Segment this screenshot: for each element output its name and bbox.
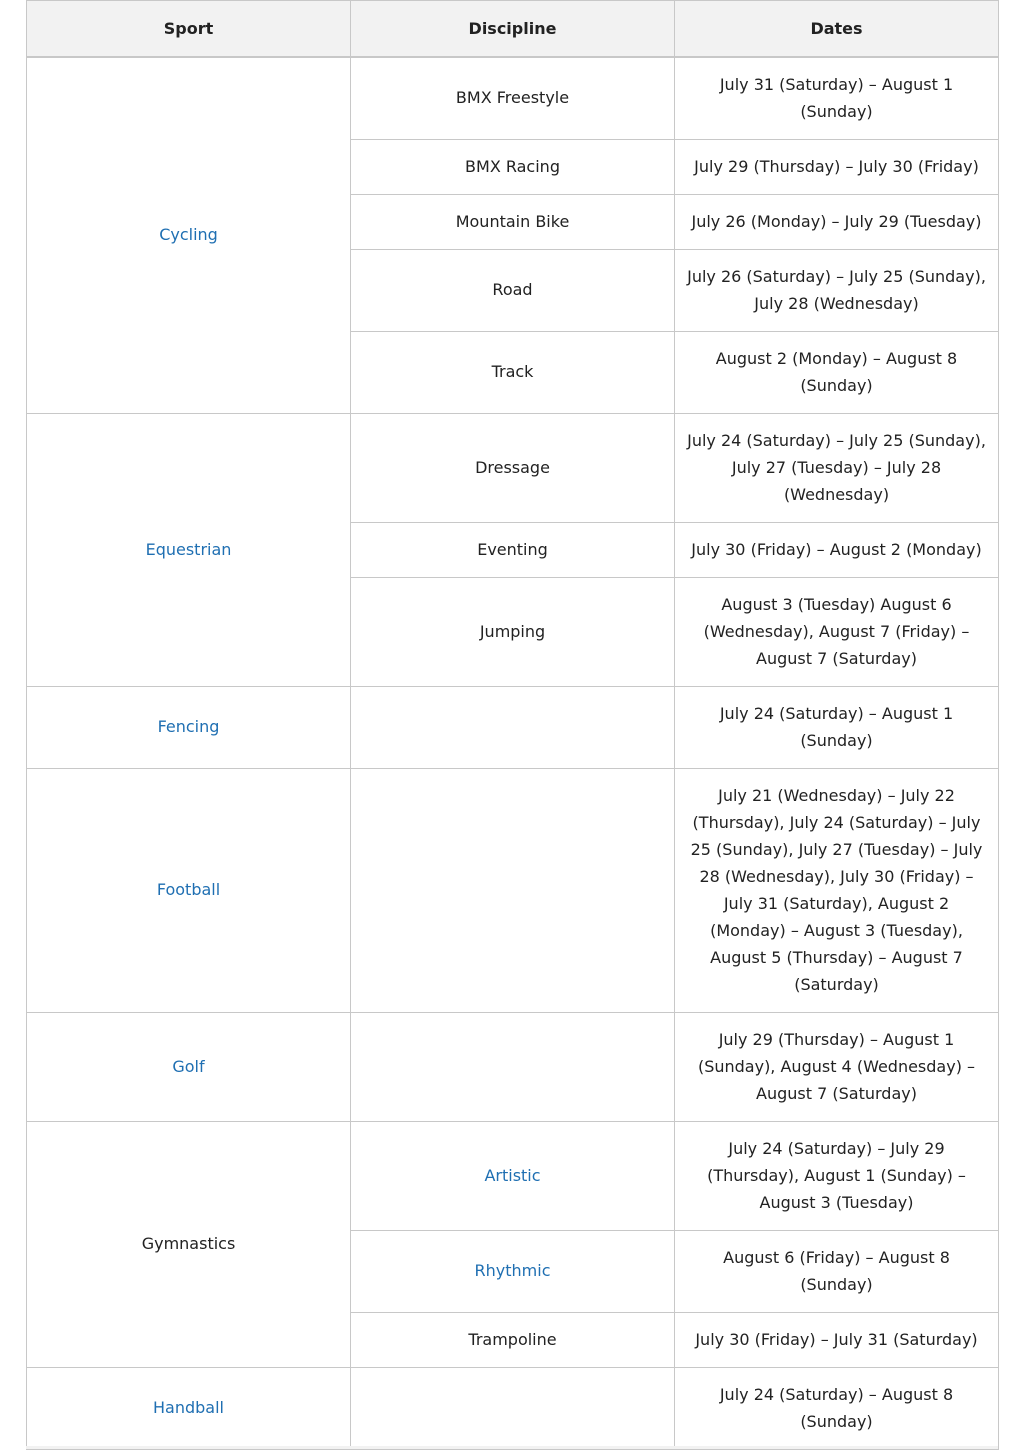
discipline-cell — [351, 686, 675, 768]
discipline-cell: Eventing — [351, 522, 675, 577]
table-row — [27, 1012, 999, 1121]
sport-cell-fencing — [27, 686, 351, 768]
sport-link-handball[interactable]: Handball — [153, 1398, 224, 1417]
table-row — [27, 57, 999, 140]
dates-cell: July 24 (Saturday) – August 8 (Sunday) — [675, 1367, 999, 1449]
sport-link-football[interactable]: Football — [156, 880, 221, 899]
discipline-cell: BMX Racing — [351, 139, 675, 194]
dates-cell: July 31 (Saturday) – August 1 (Sunday) — [675, 57, 999, 140]
dates-cell: July 30 (Friday) – August 2 (Monday) — [675, 522, 999, 577]
table-row — [27, 686, 999, 768]
sport-link-cycling[interactable]: Cycling — [159, 225, 218, 244]
discipline-cell — [351, 1012, 675, 1121]
dates-cell: July 24 (Saturday) – August 1 (Sunday) — [675, 686, 999, 768]
dates-cell: July 29 (Thursday) – August 1 (Sunday), August 4 (Wednesday) – August 7 (Saturday) — [675, 1012, 999, 1121]
discipline-cell: Track — [351, 331, 675, 413]
discipline-cell: Trampoline — [351, 1312, 675, 1367]
dates-cell: July 24 (Saturday) – July 29 (Thursday), August 1 (Sunday) – August 3 (Tuesday) — [675, 1121, 999, 1230]
discipline-link-artistic[interactable]: Artistic — [484, 1165, 541, 1185]
discipline-cell: Road — [351, 249, 675, 331]
sport-link-equestrian[interactable]: Equestrian — [145, 539, 232, 559]
sport-link-golf[interactable]: Golf — [172, 1056, 205, 1076]
schedule-table — [26, 0, 999, 1450]
dates-cell: July 26 (Saturday) – July 25 (Sunday), July 28 (Wednesday) — [675, 249, 999, 331]
sport-cell-gymnastics — [27, 1121, 351, 1367]
discipline-cell — [351, 1367, 675, 1449]
sport-cell-football — [27, 768, 351, 1012]
dates-cell: July 26 (Monday) – July 29 (Tuesday) — [675, 194, 999, 249]
discipline-cell: Dressage — [351, 413, 675, 522]
discipline-link-rhythmic[interactable]: Rhythmic — [474, 1261, 551, 1280]
table-row — [27, 1367, 999, 1449]
discipline-cell: BMX Freestyle — [351, 57, 675, 140]
dates-cell: August 3 (Tuesday) August 6 (Wednesday), August 7 (Friday) – August 7 (Saturday) — [675, 577, 999, 686]
sport-cell-golf — [27, 1012, 351, 1121]
header-row — [27, 1, 999, 57]
sport-cell-cycling — [27, 57, 351, 414]
dates-cell: July 30 (Friday) – July 31 (Saturday) — [675, 1312, 999, 1367]
table-row — [27, 768, 999, 1012]
sport-cell-equestrian — [27, 413, 351, 686]
discipline-cell: Jumping — [351, 577, 675, 686]
dates-cell: July 21 (Wednesday) – July 22 (Thursday), July 24 (Saturday) – July 25 (Sunday), July 27 (Tuesday) – July 28 (Wednesday), July 30 (Friday) – July 31 (Saturday), August 2 (Monday) – August 3 (Tuesday), August 5 (Thursday) – August 7 (Saturday) — [675, 768, 999, 1012]
sport-cell-handball — [27, 1367, 351, 1449]
header-discipline: Discipline — [351, 1, 675, 57]
header-sport: Sport — [27, 1, 351, 57]
discipline-cell — [351, 768, 675, 1012]
discipline-cell — [351, 1121, 675, 1230]
sport-label-gymnastics: Gymnastics — [141, 1234, 236, 1253]
table-row — [27, 413, 999, 522]
discipline-cell — [351, 1230, 675, 1312]
header-dates: Dates — [675, 1, 999, 57]
dates-cell: July 29 (Thursday) – July 30 (Friday) — [675, 139, 999, 194]
dates-cell: July 24 (Saturday) – July 25 (Sunday), July 27 (Tuesday) – July 28 (Wednesday) — [675, 413, 999, 522]
dates-cell: August 2 (Monday) – August 8 (Sunday) — [675, 331, 999, 413]
table-row — [27, 1121, 999, 1230]
dates-cell: August 6 (Friday) – August 8 (Sunday) — [675, 1230, 999, 1312]
sport-link-fencing[interactable]: Fencing — [157, 717, 220, 736]
discipline-cell: Mountain Bike — [351, 194, 675, 249]
